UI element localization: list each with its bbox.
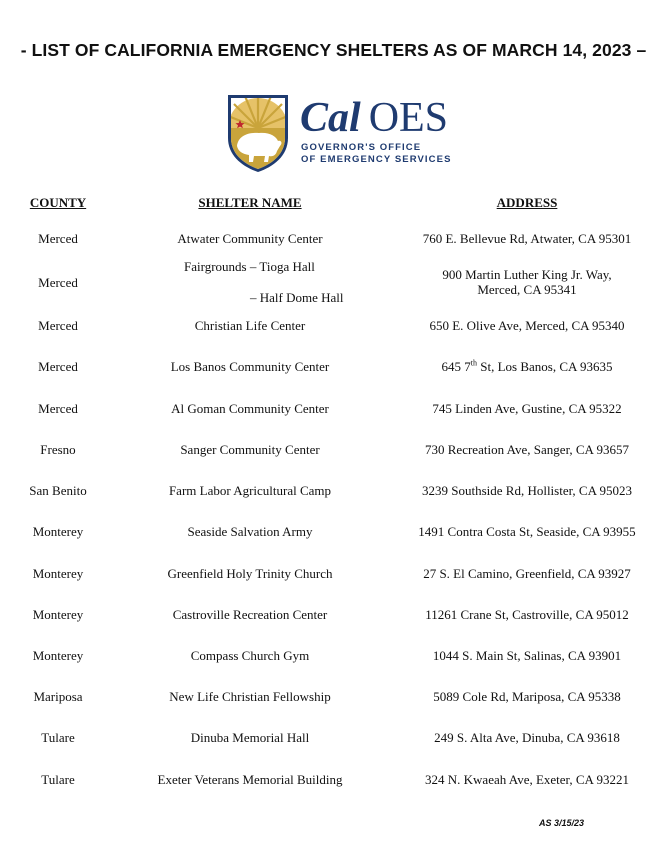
shelter-cell: Atwater Community Center	[177, 231, 323, 246]
shelter-cell: Sanger Community Center	[180, 442, 320, 457]
shelter-cell: New Life Christian Fellowship	[169, 689, 331, 704]
table-row	[0, 730, 667, 750]
address-cell: 11261 Crane St, Castroville, CA 95012	[425, 607, 629, 622]
county-cell: Fresno	[40, 442, 76, 457]
table-row	[0, 259, 667, 309]
table-row	[0, 689, 667, 709]
address-cell: 5089 Cole Rd, Mariposa, CA 95338	[433, 689, 621, 704]
table-row	[0, 442, 667, 462]
shelter-cell: Seaside Salvation Army	[187, 524, 313, 539]
address-ordinal-suffix: th	[470, 358, 478, 368]
address-cell: 249 S. Alta Ave, Dinuba, CA 93618	[434, 730, 620, 745]
shelter-cell: Al Goman Community Center	[171, 401, 329, 416]
address-rest: St, Los Banos, CA 93635	[477, 359, 613, 374]
county-cell: Monterey	[32, 607, 84, 622]
shelter-cell-line2: – Half Dome Hall	[250, 290, 344, 305]
address-cell: 745 Linden Ave, Gustine, CA 95322	[432, 401, 622, 416]
address-cell	[386, 359, 667, 375]
logo-wordmark	[300, 94, 448, 142]
address-cell: 760 E. Bellevue Rd, Atwater, CA 95301	[422, 231, 632, 246]
address-number: 645 7	[441, 359, 471, 374]
address-cell-line2: Merced, CA 95341	[477, 282, 577, 297]
table-row	[0, 318, 667, 338]
shelter-cell: Exeter Veterans Memorial Building	[157, 772, 343, 787]
shelter-cell-line1: Fairgrounds – Tioga Hall	[184, 259, 315, 274]
document-title: - LIST OF CALIFORNIA EMERGENCY SHELTERS AS OF MARCH 14, 2023 –	[20, 40, 647, 60]
county-cell: Monterey	[32, 648, 84, 663]
table-row	[0, 359, 667, 379]
county-cell: Merced	[38, 318, 78, 333]
table-row	[0, 231, 667, 251]
table-row	[0, 483, 667, 503]
table-row	[0, 648, 667, 668]
county-cell: Merced	[38, 401, 78, 416]
address-cell: 3239 Southside Rd, Hollister, CA 95023	[421, 483, 633, 498]
county-cell: Tulare	[41, 730, 75, 745]
county-cell: Merced	[38, 231, 78, 246]
address-cell: 1044 S. Main St, Salinas, CA 93901	[432, 648, 622, 663]
address-cell: 1491 Contra Costa St, Seaside, CA 93955	[418, 524, 636, 539]
table-row	[0, 566, 667, 586]
shelter-cell: Castroville Recreation Center	[172, 607, 328, 622]
address-cell: 650 E. Olive Ave, Merced, CA 95340	[429, 318, 625, 333]
address-cell: 27 S. El Camino, Greenfield, CA 93927	[423, 566, 631, 581]
shelter-cell: Farm Labor Agricultural Camp	[168, 483, 332, 498]
shelter-header: SHELTER NAME	[198, 195, 302, 210]
county-header: COUNTY	[29, 195, 87, 210]
logo-subtitle-line1: GOVERNOR'S OFFICE	[301, 142, 422, 153]
county-cell: Monterey	[32, 566, 84, 581]
county-cell: Mariposa	[33, 689, 83, 704]
table-row	[0, 772, 667, 792]
address-header: ADDRESS	[496, 195, 558, 210]
county-cell: San Benito	[29, 483, 87, 498]
shield-icon	[227, 94, 289, 172]
table-row	[0, 607, 667, 627]
shelter-cell: Dinuba Memorial Hall	[190, 730, 310, 745]
cal-oes-logo	[227, 94, 452, 172]
logo-cal: Cal	[300, 95, 361, 141]
shelter-cell: Los Banos Community Center	[170, 359, 330, 374]
table-row	[0, 524, 667, 544]
logo-subtitle-line2: OF EMERGENCY SERVICES	[301, 154, 452, 165]
shelter-cell: Greenfield Holy Trinity Church	[167, 566, 333, 581]
county-cell: Merced	[38, 275, 78, 290]
county-cell: Monterey	[32, 524, 84, 539]
address-cell: 730 Recreation Ave, Sanger, CA 93657	[425, 442, 629, 457]
logo-oes: OES	[368, 95, 449, 141]
revision-stamp: AS 3/15/23	[539, 818, 585, 828]
shelter-cell: Christian Life Center	[194, 318, 306, 333]
shelter-cell: Compass Church Gym	[190, 648, 310, 663]
county-cell: Tulare	[41, 772, 75, 787]
address-cell: 324 N. Kwaeah Ave, Exeter, CA 93221	[425, 772, 629, 787]
county-cell: Merced	[38, 359, 78, 374]
address-cell-line1: 900 Martin Luther King Jr. Way,	[442, 267, 612, 282]
table-row	[0, 401, 667, 421]
